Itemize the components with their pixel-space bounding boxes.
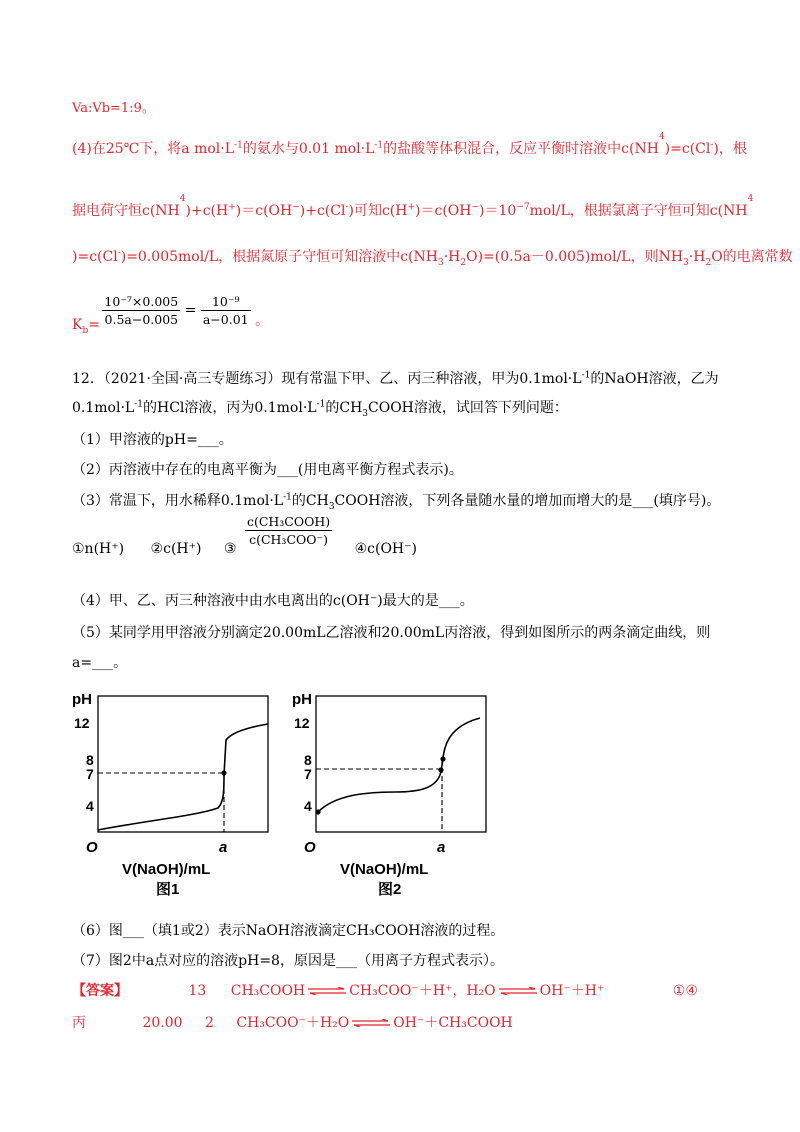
answer-line-1: [72, 980, 698, 1000]
figure-2-ph7-point: [438, 767, 443, 772]
figure-2-ytick-7: 7: [304, 766, 312, 782]
figure-2-titration-curve: [318, 718, 480, 812]
figure-1-frame: [98, 696, 268, 832]
equilibrium-arrow-icon: [499, 987, 537, 995]
answer-6: 2: [205, 1015, 214, 1031]
question-12-line-2: $0.1mol\cdot L^{-1}$的HCl溶液，丙为$0.1mol\cdot L^{-1}$的$CH_3COOH$溶液，试回答下列问题：: [72, 399, 568, 419]
answer-1: 13: [188, 983, 207, 999]
figure-2-ylabel: pH: [292, 691, 312, 708]
answer-line-2: [72, 1012, 513, 1032]
figure-2-xtick-a: a: [437, 839, 446, 856]
solution-line-6: )=c(Cl-)=0.005mol/L，根据氮原子守恒可知溶液中$c(NH_3\cdot H_2O)=(0.5a-0.005)mol/L$，则$NH_3\cdot H_2O$的电离常数: [72, 248, 793, 268]
kb-fraction-1: $\frac{\text{10⁻⁷×0.005}}{0.5a-0.005}$: [104, 294, 179, 327]
figure-1-ytick-12: 12: [74, 715, 90, 731]
question-12-part-2: （2）丙溶液中存在的电离平衡为___(用电离平衡方程式表示)。: [72, 462, 463, 478]
titration-figure-2: [290, 680, 510, 902]
figure-2-ytick-12: 12: [294, 715, 310, 731]
answer-3: ①④: [672, 983, 698, 999]
kb-fraction-2: $\frac{\text{10⁻⁹}}{a-0.01}$: [202, 294, 249, 327]
titration-figure-1: [60, 680, 280, 902]
figure-1-ytick-7: 7: [86, 766, 94, 782]
figure-2-a-point: [440, 756, 445, 761]
question-12-part-7: （7）图2中a点对应的溶液pH=8，原因是___（用离子方程式表示）。: [72, 953, 504, 969]
option-3-fraction: $\frac{\text{c(CH₃COOH)}}{\text{c(CH₃COO⁻)}}$: [246, 514, 331, 547]
figure-1-ylabel: pH: [72, 691, 92, 708]
question-12-part-5: （5）某同学用甲溶液分别滴定20.00mL乙溶液和20.00mL丙溶液，得到如图所示的两条滴定曲线，则: [72, 625, 711, 641]
figure-2-caption: 图2: [378, 881, 402, 898]
figure-2-ytick-4: 4: [304, 798, 312, 814]
figure-2-frame: [316, 696, 486, 832]
question-12-options: [72, 514, 417, 557]
solution-line-4: (4)在25℃下，将a $mol\cdot L^{-1}$的氨水与0.01 $mol\cdot L^{-1}$的盐酸等体积混合，反应平衡时溶液中$c(NH^4)=c(Cl^-)$，根: [72, 132, 747, 157]
question-12-part-6: （6）图___（填1或2）表示NaOH溶液滴定CH₃COOH溶液的过程。: [72, 923, 505, 939]
question-12-part-4: （4）甲、乙、丙三种溶液中由水电离出的c(OH⁻)最大的是___。: [72, 593, 474, 609]
figure-1-caption: 图1: [156, 881, 180, 898]
figure-2-ytick-8: 8: [304, 752, 312, 768]
option-4: ④c(OH⁻): [354, 540, 417, 557]
option-2: ②c(H⁺): [150, 540, 202, 557]
vavb-ratio: Va:Vb=1:9。: [72, 101, 155, 116]
figure-2-xlabel: V(NaOH)/mL: [340, 861, 429, 878]
figure-1-xtick-a: a: [219, 839, 228, 856]
solution-line-5: 据电荷守恒$c(NH^4)+c(H^+)=c(OH^-)+c(Cl^-)$可知$c(H^+)=c(OH^-)=10^{-7}mol/L$，根据氯离子守恒可知$c(NH^4$: [72, 194, 754, 219]
option-3-label: ③: [223, 540, 237, 557]
figure-1-origin: O: [86, 839, 98, 856]
figure-1-titration-curve: [98, 724, 268, 830]
question-12-part-1: （1）甲溶液的pH=___。: [72, 432, 233, 448]
answer-label: 【答案】: [72, 983, 128, 999]
equilibrium-arrow-icon: [352, 1019, 390, 1027]
answer-5: 20.00: [142, 1015, 183, 1031]
answer-7: CH₃COO⁻＋H₂O OH⁻＋CH₃COOH: [236, 1015, 513, 1031]
question-12-part-5-blank: a=___。: [72, 655, 128, 671]
option-1: ①n(H⁺): [72, 540, 125, 557]
answer-4: 丙: [72, 1015, 86, 1031]
question-12-line-1: 12．（2021·全国·高三专题练习）现有常温下甲、乙、丙三种溶液，甲为$0.1mol\cdot L^{-1}$的NaOH溶液，乙为: [72, 370, 719, 387]
figure-1-ytick-8: 8: [86, 752, 94, 768]
equilibrium-arrow-icon: [308, 987, 346, 995]
figure-2-origin: O: [304, 839, 316, 856]
answer-2: CH₃COOH CH₃COO⁻＋H⁺，H₂O OH⁻＋H⁺: [230, 983, 605, 999]
figure-1-ytick-4: 4: [86, 798, 94, 814]
figure-1-equivalence-point: [221, 770, 226, 775]
figure-1-xlabel: V(NaOH)/mL: [122, 861, 211, 878]
kb-expression: $K_b=$ $\frac{\text{10⁻⁷×0.005}}{0.5a-0.005}$ = $\frac{\text{10⁻⁹}}{a-0.01}$ 。: [72, 294, 270, 336]
figure-2-start-point: [315, 809, 320, 814]
question-12-part-3: （3）常温下，用水稀释$0.1mol\cdot L^{-1}$的$CH_3COOH$溶液，下列各量随水量的增加而增大的是___(填序号)。: [72, 492, 721, 512]
